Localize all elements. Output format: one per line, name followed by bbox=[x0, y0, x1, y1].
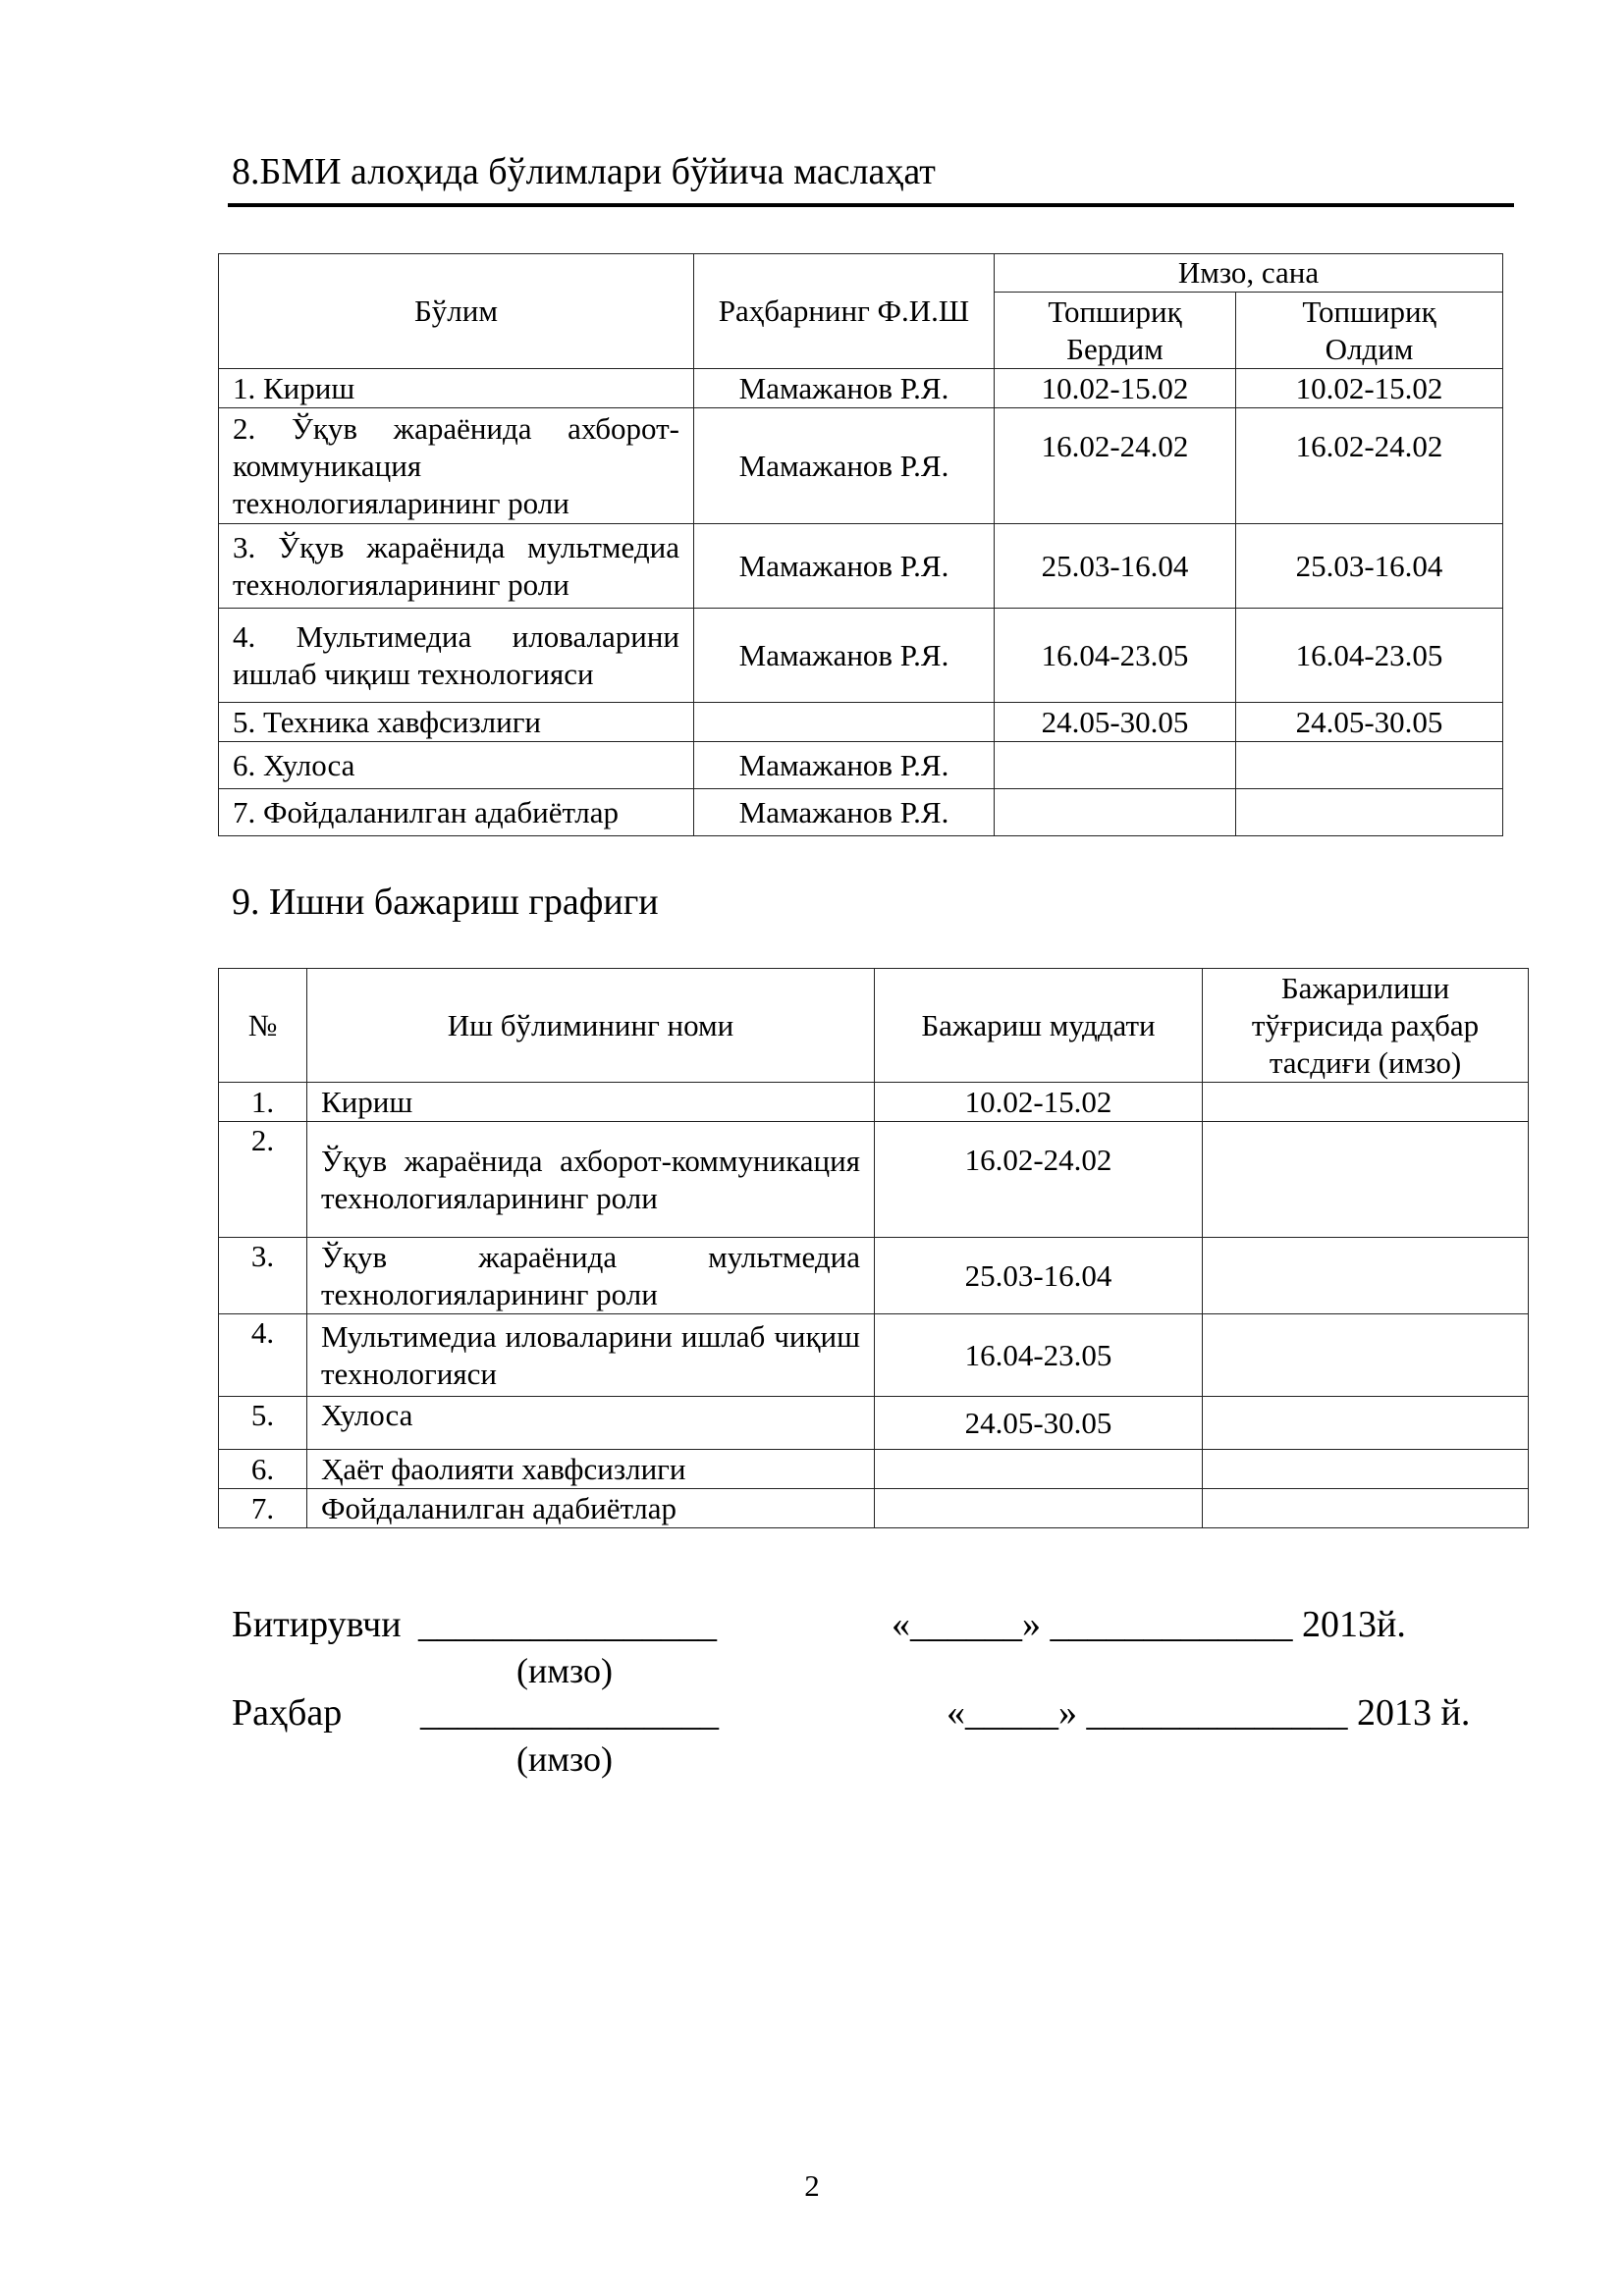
row-number: 3. bbox=[219, 1238, 307, 1314]
row-approval bbox=[1203, 1314, 1529, 1397]
row-received: 10.02-15.02 bbox=[1236, 369, 1503, 408]
row-deadline bbox=[875, 1450, 1203, 1489]
row-section: 6. Хулоса bbox=[219, 742, 694, 789]
consultation-table bbox=[218, 253, 1503, 836]
section-8-title: 8.БМИ алоҳида бўлимлари бўйича маслаҳат bbox=[232, 151, 936, 192]
supervisor-signature-caption: (имзо) bbox=[516, 1739, 614, 1779]
row-received bbox=[1236, 742, 1503, 789]
graduate-date: «______» _____________ 2013й. bbox=[892, 1604, 1406, 1645]
table-row bbox=[219, 789, 1503, 836]
table-header-row bbox=[219, 969, 1529, 1083]
row-work-name: Фойдаланилган адабиётлар bbox=[307, 1489, 875, 1528]
row-supervisor: Мамажанов Р.Я. bbox=[694, 789, 995, 836]
row-received: 16.02-24.02 bbox=[1236, 408, 1503, 524]
row-number: 7. bbox=[219, 1489, 307, 1528]
row-received: 25.03-16.04 bbox=[1236, 524, 1503, 609]
section-9-title: 9. Ишни бажариш графиги bbox=[232, 881, 659, 923]
header-section: Бўлим bbox=[219, 254, 694, 369]
table-row bbox=[219, 1083, 1529, 1122]
row-given: 25.03-16.04 bbox=[995, 524, 1236, 609]
row-section: 4. Мультимедиа иловаларини ишлаб чиқиш технологияси bbox=[219, 609, 694, 703]
row-deadline: 10.02-15.02 bbox=[875, 1083, 1203, 1122]
row-work-name: Ўқув жараёнида ахборот-коммуникация технологияларининг роли bbox=[307, 1122, 875, 1238]
graduate-label: Битирувчи bbox=[232, 1604, 402, 1645]
table-row bbox=[219, 1450, 1529, 1489]
graduate-signature-caption: (имзо) bbox=[516, 1651, 614, 1690]
row-received: 24.05-30.05 bbox=[1236, 703, 1503, 742]
row-approval bbox=[1203, 1238, 1529, 1314]
row-section: 2. Ўқув жараёнида ахборот-коммуникация технологияларининг роли bbox=[219, 408, 694, 524]
row-approval bbox=[1203, 1122, 1529, 1238]
row-supervisor: Мамажанов Р.Я. bbox=[694, 408, 995, 524]
header-supervisor: Раҳбарнинг Ф.И.Ш bbox=[694, 254, 995, 369]
row-number: 5. bbox=[219, 1397, 307, 1450]
table-row bbox=[219, 1489, 1529, 1528]
row-given: 16.04-23.05 bbox=[995, 609, 1236, 703]
row-received bbox=[1236, 789, 1503, 836]
row-given bbox=[995, 742, 1236, 789]
row-approval bbox=[1203, 1450, 1529, 1489]
header-number: № bbox=[219, 969, 307, 1083]
row-deadline bbox=[875, 1489, 1203, 1528]
row-section: 7. Фойдаланилган адабиётлар bbox=[219, 789, 694, 836]
row-work-name: Хулоса bbox=[307, 1397, 875, 1450]
header-task-given-line1: Топшириқ bbox=[1048, 294, 1182, 329]
supervisor-date: «_____» ______________ 2013 й. bbox=[947, 1692, 1471, 1734]
row-deadline: 24.05-30.05 bbox=[875, 1397, 1203, 1450]
table-row bbox=[219, 524, 1503, 609]
table-row bbox=[219, 1397, 1529, 1450]
row-work-name: Кириш bbox=[307, 1083, 875, 1122]
row-work-name: Ўқув жараёнида мультмедиа технологияларининг роли bbox=[307, 1238, 875, 1314]
row-approval bbox=[1203, 1489, 1529, 1528]
table-row bbox=[219, 1314, 1529, 1397]
header-deadline: Бажариш муддати bbox=[875, 969, 1203, 1083]
row-deadline: 25.03-16.04 bbox=[875, 1238, 1203, 1314]
header-task-received-line2: Олдим bbox=[1325, 331, 1414, 366]
row-section: 1. Кириш bbox=[219, 369, 694, 408]
row-section: 5. Техника хавфсизлиги bbox=[219, 703, 694, 742]
row-approval bbox=[1203, 1083, 1529, 1122]
header-approval: Бажарилиши тўғрисида раҳбар тасдиғи (имзо) bbox=[1203, 969, 1529, 1083]
header-work-name: Иш бўлимининг номи bbox=[307, 969, 875, 1083]
row-work-name: Мультимедиа иловаларини ишлаб чиқиш технологияси bbox=[307, 1314, 875, 1397]
table-row bbox=[219, 742, 1503, 789]
row-given: 16.02-24.02 bbox=[995, 408, 1236, 524]
supervisor-signature-line: ________________ bbox=[420, 1692, 719, 1734]
row-received: 16.04-23.05 bbox=[1236, 609, 1503, 703]
row-section: 3. Ўқув жараёнида мультмедиа технологияларининг роли bbox=[219, 524, 694, 609]
row-deadline: 16.02-24.02 bbox=[875, 1122, 1203, 1238]
row-supervisor: Мамажанов Р.Я. bbox=[694, 369, 995, 408]
row-supervisor bbox=[694, 703, 995, 742]
row-supervisor: Мамажанов Р.Я. bbox=[694, 524, 995, 609]
row-supervisor: Мамажанов Р.Я. bbox=[694, 742, 995, 789]
graduate-signature-line: ________________ bbox=[418, 1604, 717, 1645]
header-task-received-line1: Топшириқ bbox=[1302, 294, 1436, 329]
row-number: 2. bbox=[219, 1122, 307, 1238]
row-given: 24.05-30.05 bbox=[995, 703, 1236, 742]
table-row bbox=[219, 408, 1503, 524]
row-given: 10.02-15.02 bbox=[995, 369, 1236, 408]
row-supervisor: Мамажанов Р.Я. bbox=[694, 609, 995, 703]
header-signature-date: Имзо, сана bbox=[995, 254, 1503, 293]
header-task-given-line2: Бердим bbox=[1066, 331, 1164, 366]
row-work-name: Ҳаёт фаолияти хавфсизлиги bbox=[307, 1450, 875, 1489]
row-number: 4. bbox=[219, 1314, 307, 1397]
row-number: 1. bbox=[219, 1083, 307, 1122]
page-number: 2 bbox=[804, 2168, 820, 2203]
table-row bbox=[219, 1238, 1529, 1314]
header-task-received bbox=[1236, 293, 1503, 369]
row-given bbox=[995, 789, 1236, 836]
row-number: 6. bbox=[219, 1450, 307, 1489]
table-row bbox=[219, 609, 1503, 703]
header-task-given bbox=[995, 293, 1236, 369]
table-row bbox=[219, 369, 1503, 408]
schedule-table bbox=[218, 968, 1529, 1528]
table-row bbox=[219, 1122, 1529, 1238]
supervisor-label: Раҳбар bbox=[232, 1692, 343, 1734]
table-row bbox=[219, 703, 1503, 742]
row-approval bbox=[1203, 1397, 1529, 1450]
table-header-row bbox=[219, 254, 1503, 293]
row-deadline: 16.04-23.05 bbox=[875, 1314, 1203, 1397]
title-underline bbox=[228, 203, 1514, 207]
